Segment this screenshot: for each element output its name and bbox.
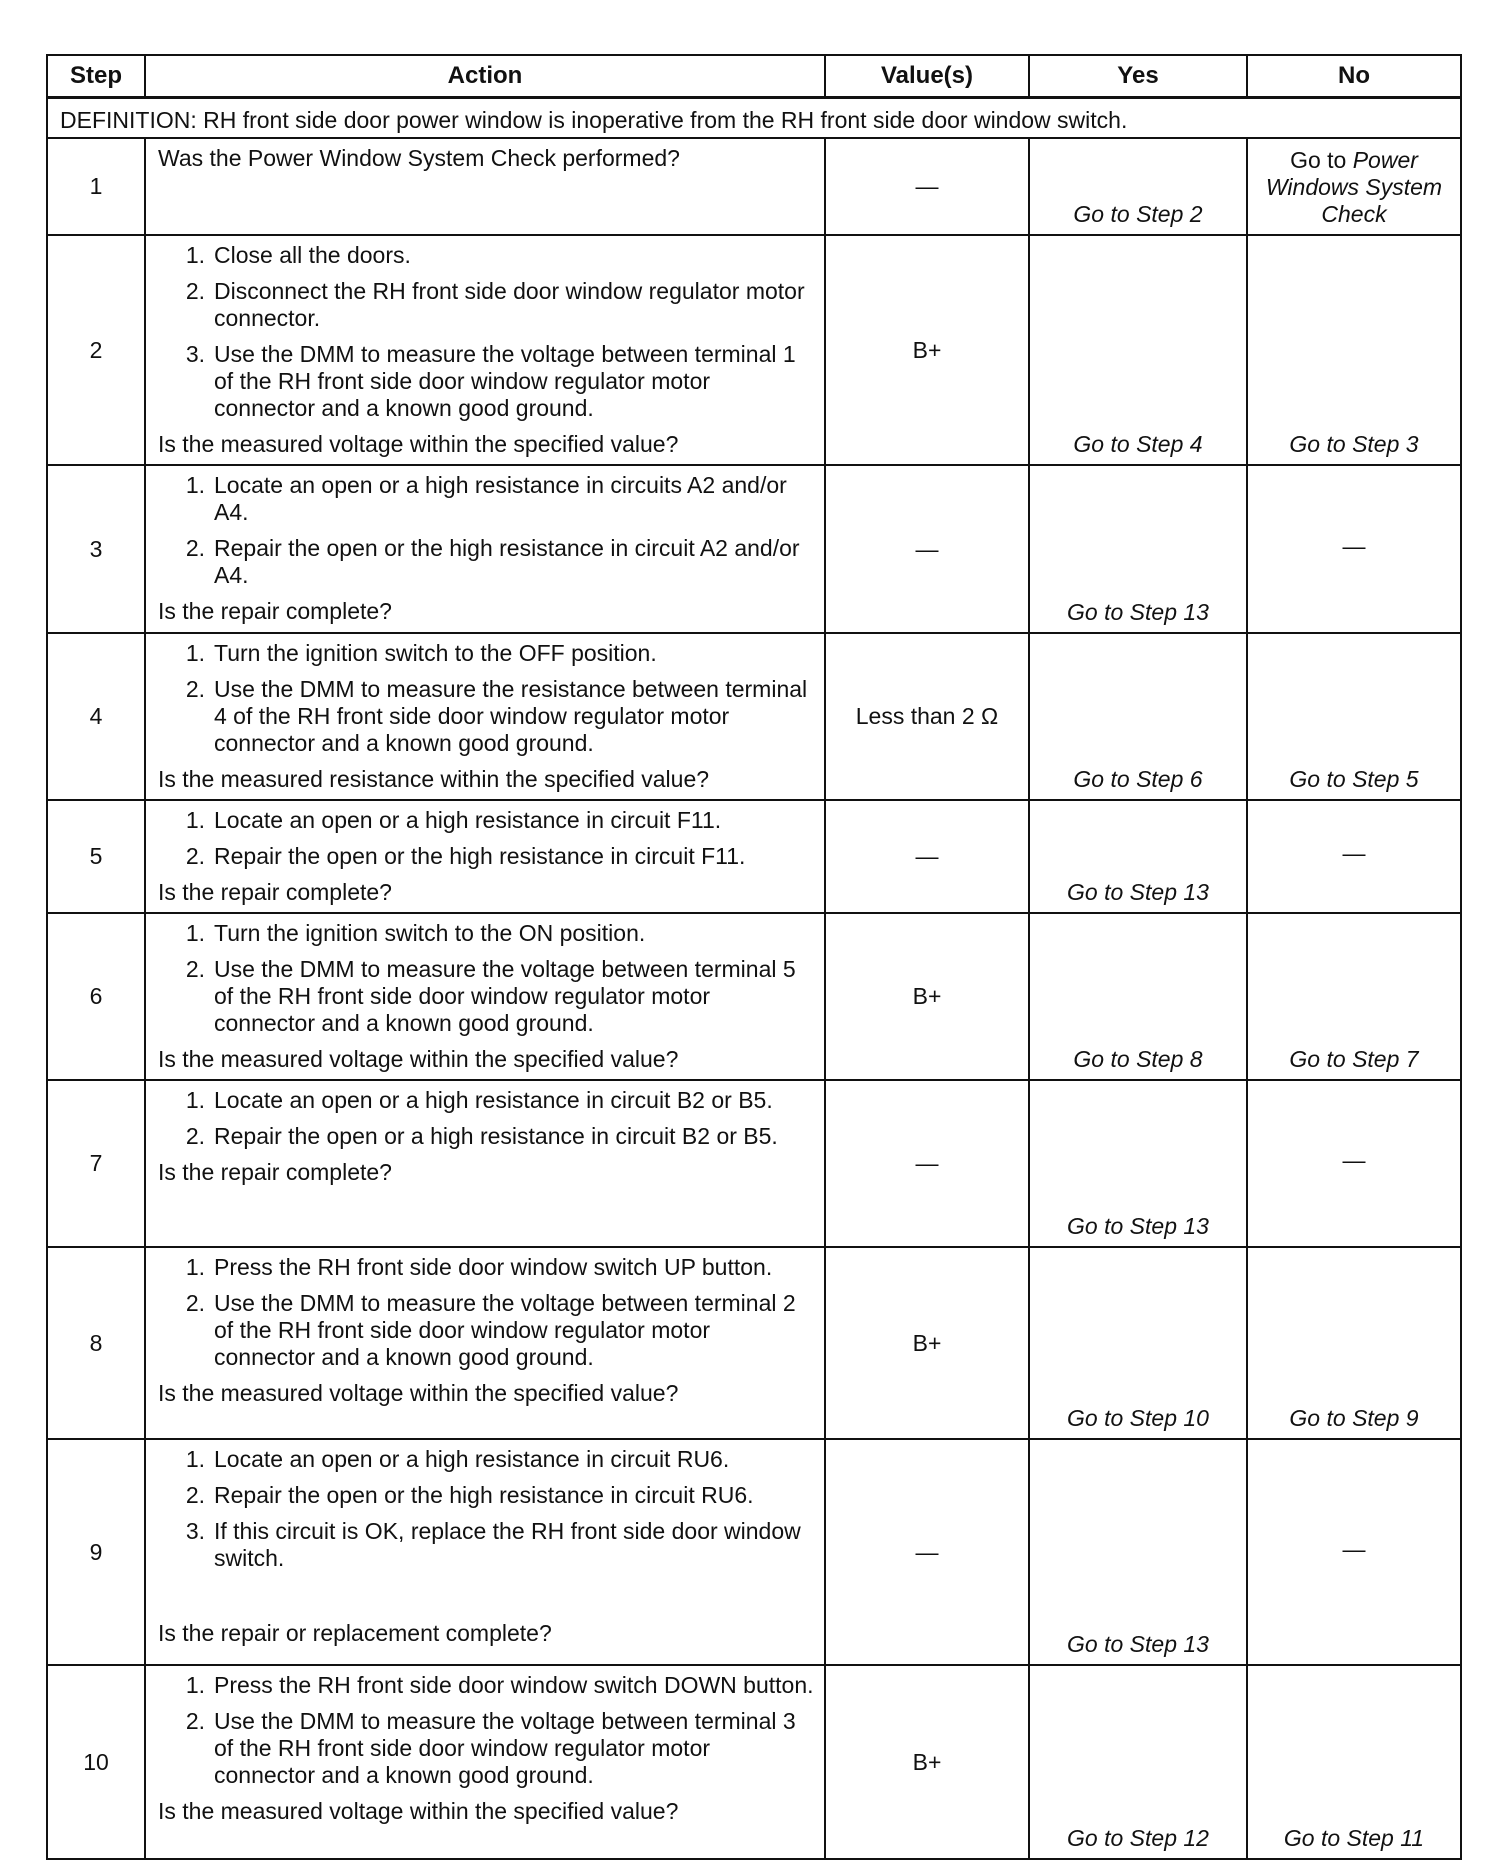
table-row (47, 1080, 1461, 1247)
substep-list (158, 242, 816, 422)
action-cell (145, 465, 825, 633)
action-cell (145, 800, 825, 913)
step-number: 4 (47, 633, 145, 800)
action-question: Is the repair complete? (158, 598, 392, 624)
action-cell (145, 1665, 825, 1859)
definition-text: DEFINITION: RH front side door power window is inoperative from the RH front side door window switch. (47, 97, 1461, 138)
substep: 1. Press the RH front side door window switch DOWN button. (185, 1672, 814, 1698)
action-cell (145, 138, 825, 235)
value-cell: B+ (825, 1665, 1029, 1859)
step-number: 6 (47, 913, 145, 1080)
header-values: Value(s) (825, 55, 1029, 97)
yes-cell: Go to Step 13 (1029, 800, 1247, 913)
step-number: 2 (47, 235, 145, 465)
action-cell (145, 913, 825, 1080)
no-cell: — (1247, 465, 1461, 633)
action-cell (145, 633, 825, 800)
action-cell (145, 1439, 825, 1665)
substep-list (158, 472, 816, 589)
substep: 2. Repair the open or a high resistance in circuit B2 or B5. (185, 1123, 778, 1149)
table-row (47, 138, 1461, 235)
substep-list (158, 1672, 816, 1789)
yes-cell: Go to Step 12 (1029, 1665, 1247, 1859)
table-row (47, 235, 1461, 465)
action-question: Is the measured voltage within the specified value? (158, 1798, 679, 1824)
yes-cell: Go to Step 13 (1029, 1439, 1247, 1665)
no-cell: Go to Step 3 (1247, 235, 1461, 465)
substep-list (158, 1446, 816, 1572)
action-cell (145, 1247, 825, 1439)
substep: 1. Locate an open or a high resistance in circuit RU6. (185, 1446, 730, 1472)
no-cell: — (1247, 1080, 1461, 1247)
header-yes: Yes (1029, 55, 1247, 97)
no-cell: Go to Step 9 (1247, 1247, 1461, 1439)
step-number: 5 (47, 800, 145, 913)
yes-cell: Go to Step 2 (1029, 138, 1247, 235)
substep: 3. If this circuit is OK, replace the RH front side door window switch. (185, 1518, 801, 1571)
header-no: No (1247, 55, 1461, 97)
value-cell: — (825, 800, 1029, 913)
substep: 1. Locate an open or a high resistance in circuit B2 or B5. (185, 1087, 773, 1113)
action-question: Is the repair complete? (158, 1159, 392, 1185)
no-cell: Go to Step 5 (1247, 633, 1461, 800)
substep-list (158, 1087, 816, 1150)
diagnostic-table (46, 54, 1462, 1860)
value-cell: — (825, 1439, 1029, 1665)
substep: 1. Press the RH front side door window switch UP button. (185, 1254, 773, 1280)
action-question: Is the measured voltage within the specified value? (158, 1380, 679, 1406)
header-step: Step (47, 55, 145, 97)
table-row (47, 1665, 1461, 1859)
no-cell: Go to Step 7 (1247, 913, 1461, 1080)
action-question: Is the repair or replacement complete? (158, 1620, 552, 1646)
substep: 2. Repair the open or the high resistance in circuit A2 and/or A4. (185, 535, 800, 588)
no-cell: — (1247, 1439, 1461, 1665)
no-link: Power Windows System Check (1265, 147, 1443, 227)
substep-list (158, 807, 816, 870)
table-row (47, 465, 1461, 633)
no-cell: — (1247, 800, 1461, 913)
action-question: Is the repair complete? (158, 879, 392, 905)
substep: 2. Use the DMM to measure the resistance between terminal 4 of the RH front side door window regulator motor connector and a known good ground. (185, 676, 808, 756)
substep-list (158, 1254, 816, 1371)
step-number: 3 (47, 465, 145, 633)
table-row (47, 633, 1461, 800)
value-cell: B+ (825, 913, 1029, 1080)
action-question: Was the Power Window System Check performed? (158, 145, 680, 171)
substep: 1. Locate an open or a high resistance in circuits A2 and/or A4. (185, 472, 787, 525)
action-cell (145, 1080, 825, 1247)
substep-list (158, 920, 816, 1037)
substep: 2. Repair the open or the high resistance in circuit F11. (185, 843, 746, 869)
yes-cell: Go to Step 13 (1029, 1080, 1247, 1247)
value-cell: B+ (825, 235, 1029, 465)
value-cell: — (825, 138, 1029, 235)
substep: 3. Use the DMM to measure the voltage between terminal 1 of the RH front side door window regulator motor connector and a known good ground. (185, 341, 796, 421)
yes-cell: Go to Step 13 (1029, 465, 1247, 633)
substep-list (158, 640, 816, 757)
step-number: 9 (47, 1439, 145, 1665)
value-cell: Less than 2 Ω (825, 633, 1029, 800)
action-question: Is the measured voltage within the specified value? (158, 431, 679, 457)
table-row (47, 1247, 1461, 1439)
definition-row (47, 97, 1461, 138)
action-question: Is the measured resistance within the specified value? (158, 766, 710, 792)
yes-cell: Go to Step 4 (1029, 235, 1247, 465)
substep: 2. Repair the open or the high resistance in circuit RU6. (185, 1482, 754, 1508)
substep: 2. Disconnect the RH front side door window regulator motor connector. (185, 278, 805, 331)
action-question: Is the measured voltage within the specified value? (158, 1046, 679, 1072)
yes-cell: Go to Step 10 (1029, 1247, 1247, 1439)
yes-cell: Go to Step 6 (1029, 633, 1247, 800)
step-number: 1 (47, 138, 145, 235)
no-cell (1247, 138, 1461, 235)
no-cell: Go to Step 11 (1247, 1665, 1461, 1859)
substep: 1. Close all the doors. (185, 242, 411, 268)
value-cell: B+ (825, 1247, 1029, 1439)
value-cell: — (825, 1080, 1029, 1247)
step-number: 10 (47, 1665, 145, 1859)
step-number: 7 (47, 1080, 145, 1247)
substep: 1. Turn the ignition switch to the ON position. (185, 920, 646, 946)
step-number: 8 (47, 1247, 145, 1439)
substep: 1. Turn the ignition switch to the OFF position. (185, 640, 657, 666)
table-row (47, 913, 1461, 1080)
table-row (47, 1439, 1461, 1665)
substep: 2. Use the DMM to measure the voltage between terminal 5 of the RH front side door window regulator motor connector and a known good ground. (185, 956, 796, 1036)
table-row (47, 800, 1461, 913)
substep: 2. Use the DMM to measure the voltage between terminal 2 of the RH front side door window regulator motor connector and a known good ground. (185, 1290, 796, 1370)
no-prefix: Go to (1290, 147, 1347, 173)
header-row (47, 55, 1461, 97)
substep: 2. Use the DMM to measure the voltage between terminal 3 of the RH front side door window regulator motor connector and a known good ground. (185, 1708, 796, 1788)
yes-cell: Go to Step 8 (1029, 913, 1247, 1080)
substep: 1. Locate an open or a high resistance in circuit F11. (185, 807, 722, 833)
header-action: Action (145, 55, 825, 97)
action-cell (145, 235, 825, 465)
value-cell: — (825, 465, 1029, 633)
